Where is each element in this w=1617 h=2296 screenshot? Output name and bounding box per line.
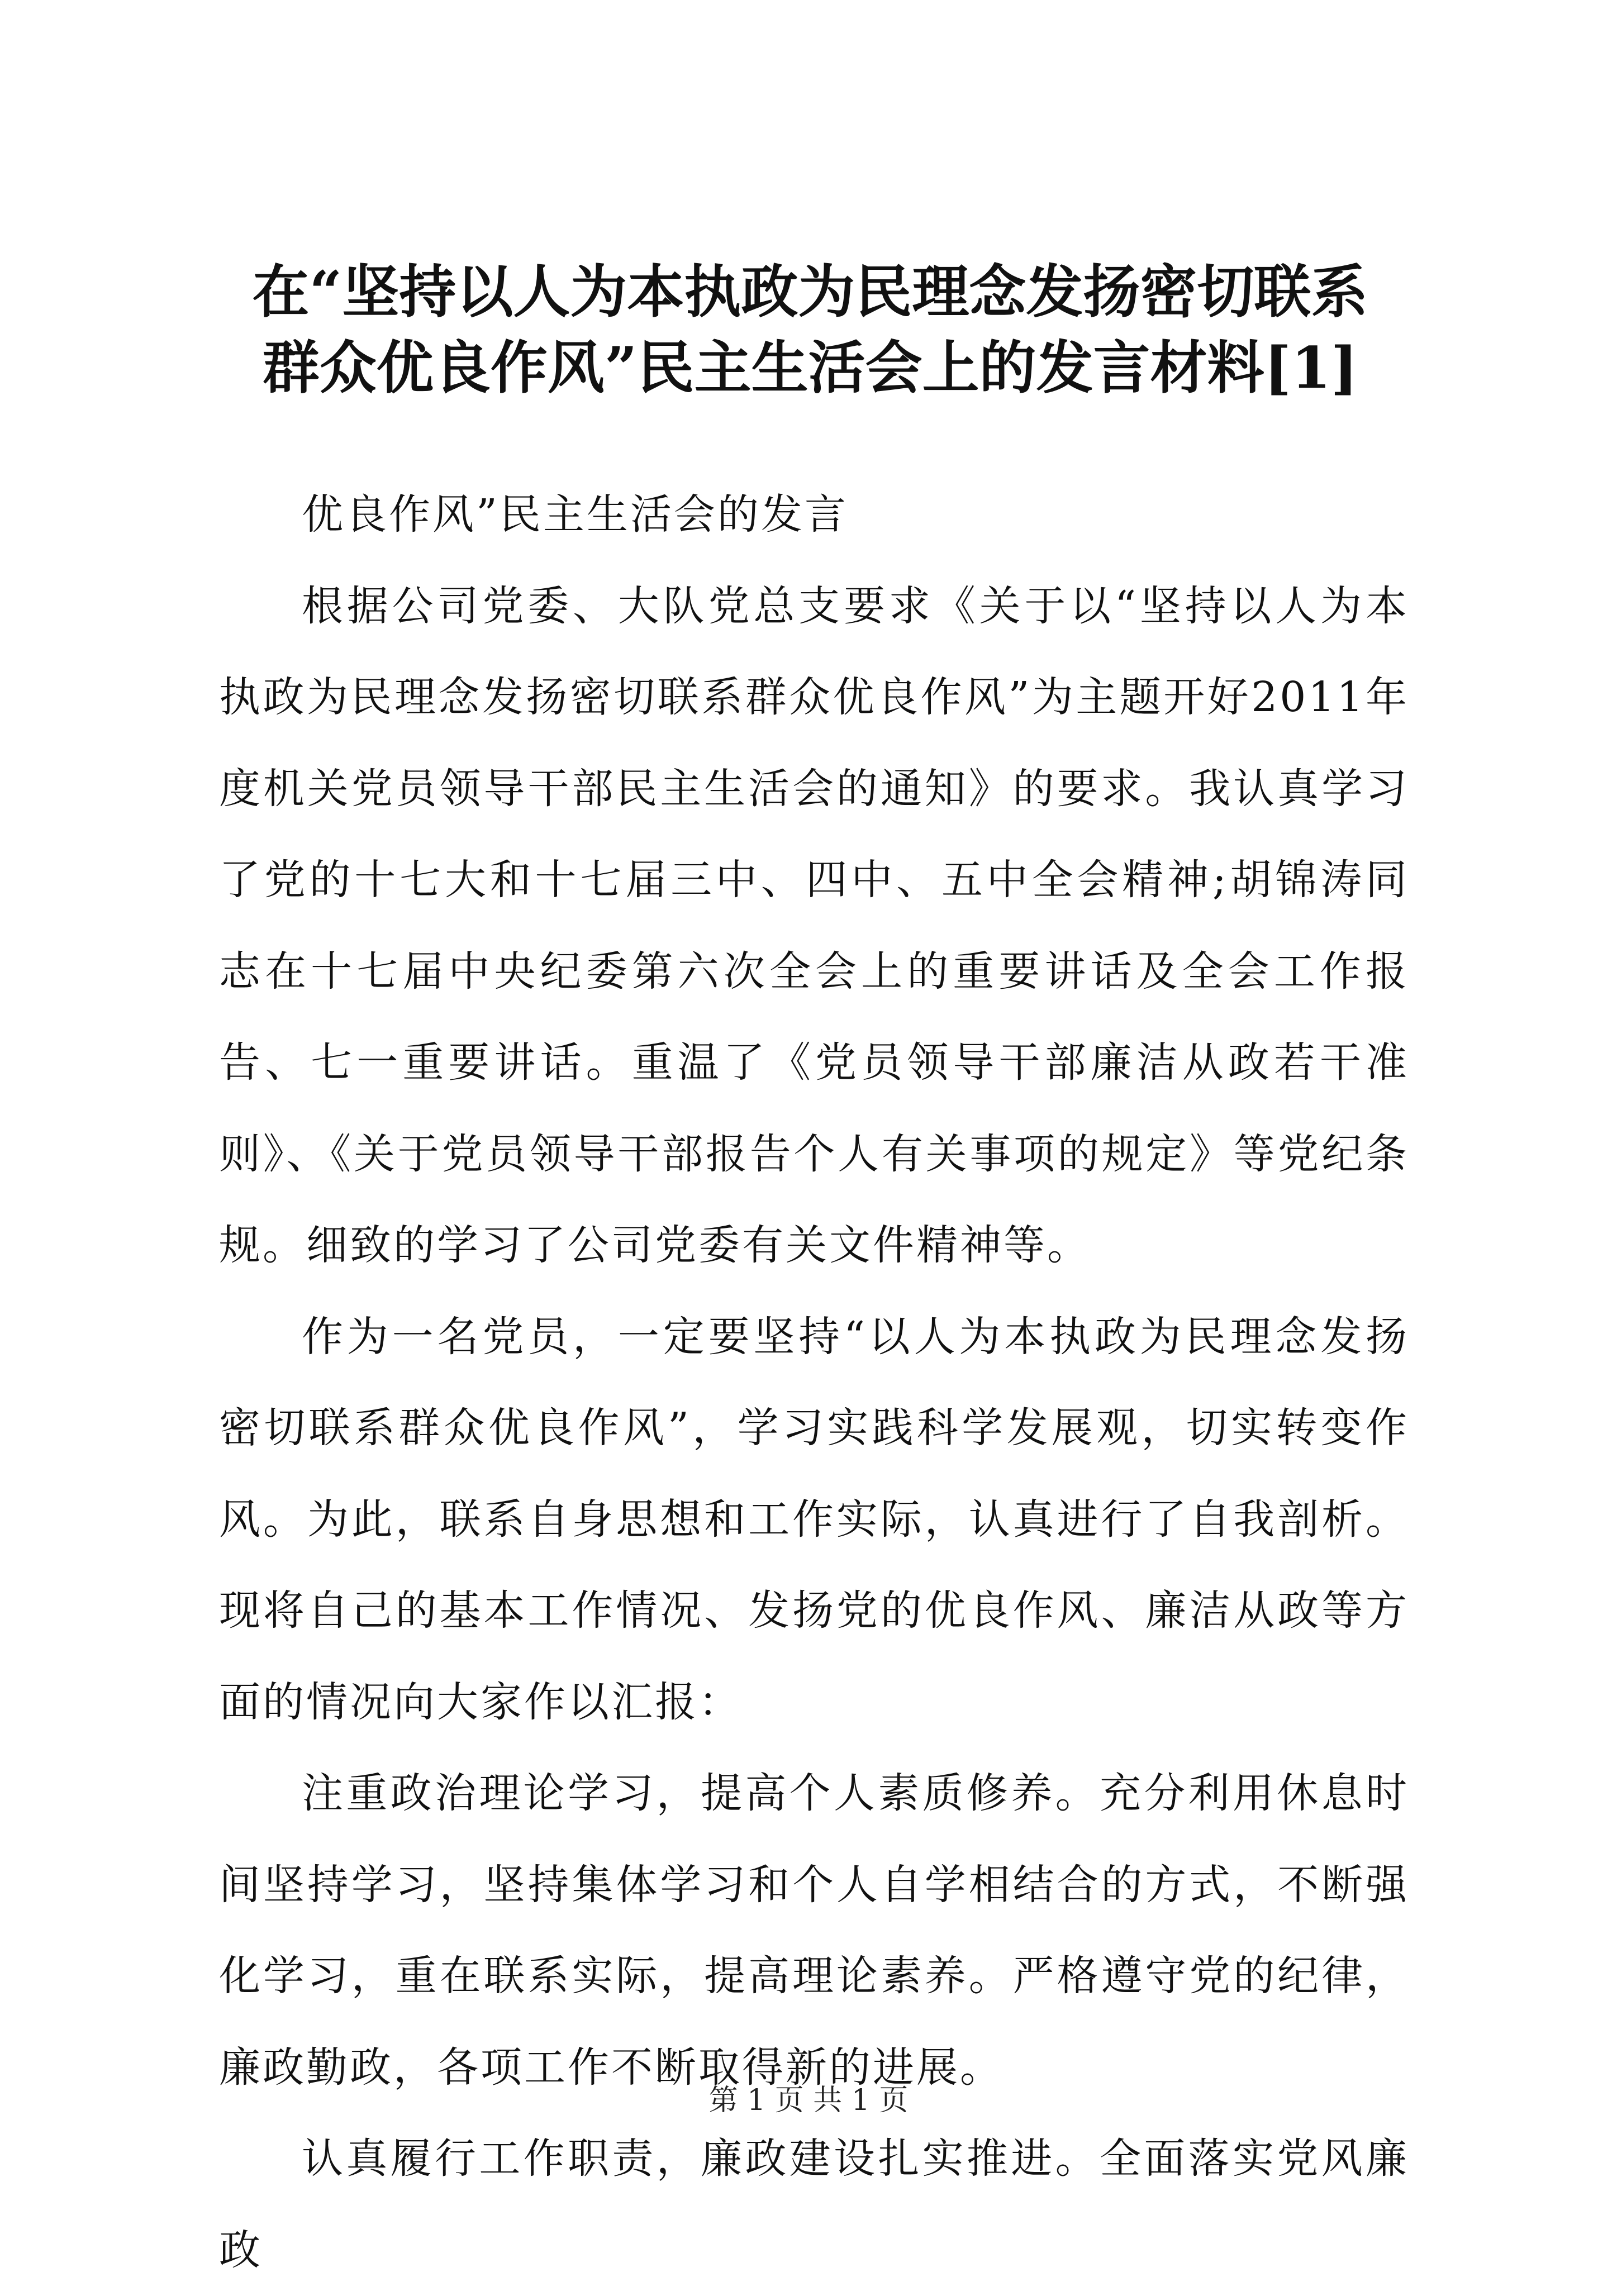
document-body xyxy=(219,469,1409,2296)
paragraph-political-theory-study: 注重政治理论学习，提高个人素质修养。充分利用休息时间坚持学习，坚持集体学习和个人自学相结合的方式，不断强化学习，重在联系实际，提高理论素养。严格遵守党的纪律，廉政勤政，各项工作不断取得新的进展。 xyxy=(219,1769,1409,2092)
paragraph-party-member-commitment: 作为一名党员，一定要坚持“以人为本执政为民理念发扬密切联系群众优良作风”，学习实践科学发展观，切实转变作风。为此，联系自身思想和工作实际，认真进行了自我剖析。现将自己的基本工作情况、发扬党的优良作风、廉洁从政等方面的情况向大家作以汇报： xyxy=(219,1312,1409,1726)
paragraph-job-responsibilities: 认真履行工作职责，廉政建设扎实推进。全面落实党风廉政 xyxy=(219,2135,1409,2274)
paragraph-subtitle: 优良作风”民主生活会的发言 xyxy=(302,490,848,539)
paragraph-study-basis: 根据公司党委、大队党总支要求《关于以“坚持以人为本执政为民理念发扬密切联系群众优良作风”为主题开好2011年度机关党员领导干部民主生活会的通知》的要求。我认真学习了党的十七大和十七届三中、四中、五中全会精神;胡锦涛同志在十七届中央纪委第六次全会上的重要讲话及全会工作报告、七一重要讲话。重温了《党员领导干部廉洁从政若干准则》、《关于党员领导干部报告个人有关事项的规定》等党纪条规。细致的学习了公司党委有关文件精神等。 xyxy=(219,582,1409,1269)
page-number-footer: 第 1 页 共 1 页 xyxy=(708,2084,909,2117)
document-title-line-1: 在“坚持以人为本执政为民理念发扬密切联系 xyxy=(252,259,1368,326)
document-title-line-2: 群众优良作风”民主生活会上的发言材料[1] xyxy=(262,335,1358,402)
document-title xyxy=(212,254,1408,406)
